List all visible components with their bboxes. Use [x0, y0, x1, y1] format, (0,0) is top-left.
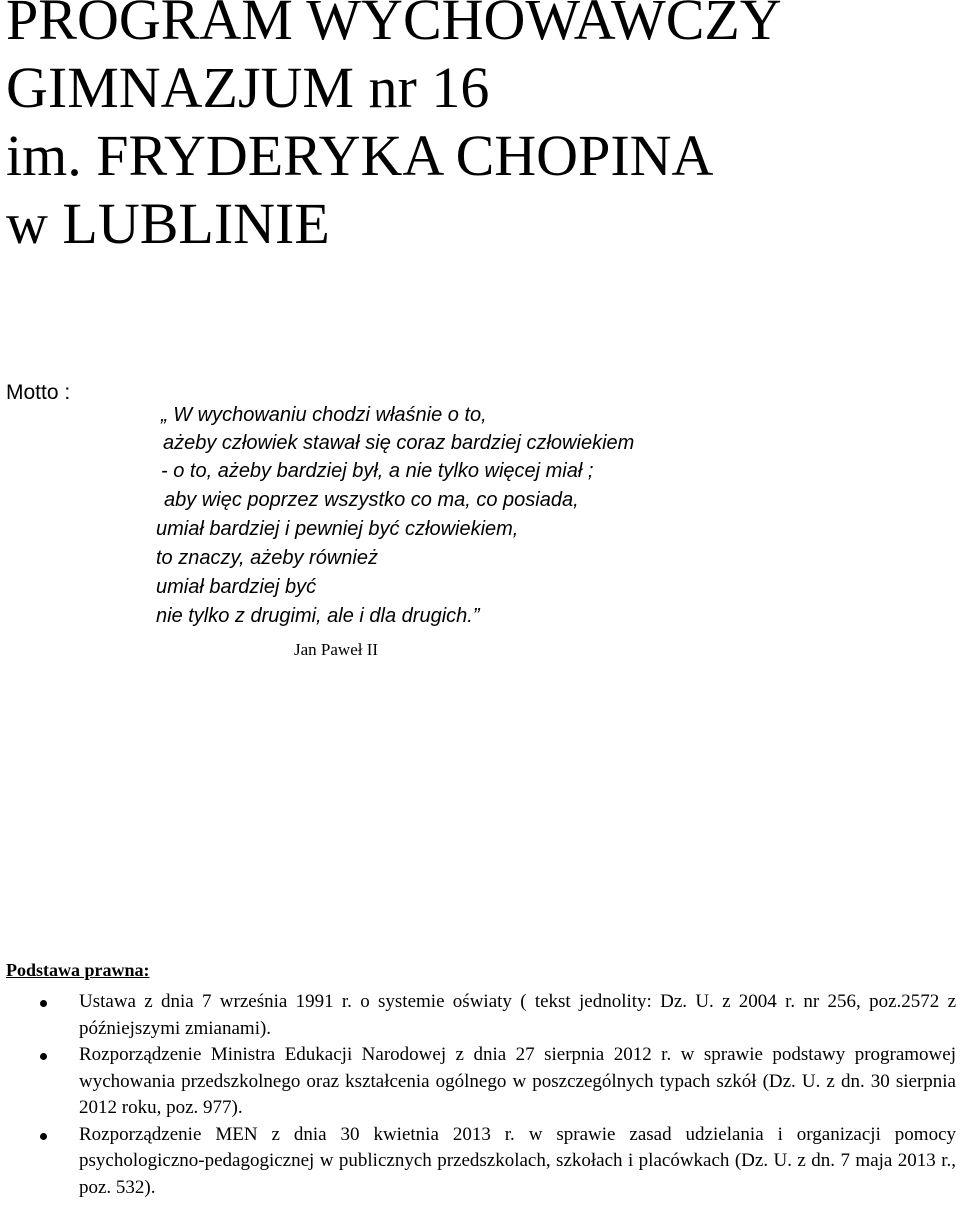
- list-item-text: Rozporządzenie MEN z dnia 30 kwietnia 2013 r. w sprawie zasad udzielania i organizacji pomocy psychologiczno-pedagogicznej w publicznych przedszkolach, szkołach i placówkach (Dz. U. z dn. 7 maja 2013 r., poz. 532).: [79, 1123, 956, 1198]
- quote-author: Jan Paweł II: [294, 640, 379, 659]
- quote-line: nie tylko z drugimi, ale i dla drugich.”: [156, 605, 480, 627]
- title-line: GIMNAZJUM nr 16: [6, 55, 490, 120]
- quote-line: to znaczy, ażeby również: [156, 547, 378, 569]
- list-item: [0, 989, 960, 1042]
- quote-line: umiał bardziej i pewniej być człowiekiem,: [156, 518, 519, 540]
- list-item-text: Rozporządzenie Ministra Edukacji Narodowej z dnia 27 sierpnia 2012 r. w sprawie podstawy programowej wychowania przedszkolnego oraz kształcenia ogólnego w poszczególnych typach szkół (Dz. U. z dn. 30 sierpnia 2012 roku, poz. 977).: [79, 1044, 956, 1118]
- legal-basis-heading: Podstawa prawna:: [6, 960, 150, 980]
- list-item-text: Ustawa z dnia 7 września 1991 r. o systemie oświaty ( tekst jednolity: Dz. U. z 2004 r. nr 256, poz.2572 z późniejszymi zmianami).: [79, 991, 956, 1039]
- bullet-icon: [40, 1133, 47, 1140]
- quote-line: aby więc poprzez wszystko co ma, co posiada,: [164, 489, 579, 511]
- motto-label: Motto :: [6, 381, 71, 404]
- document-title: [6, 0, 956, 258]
- list-item: [0, 1042, 960, 1122]
- quote-line: „ W wychowaniu chodzi właśnie o to,: [161, 404, 487, 426]
- list-item: [0, 1122, 960, 1202]
- quote-line: - o to, ażeby bardziej był, a nie tylko więcej miał ;: [161, 460, 594, 482]
- bullet-icon: [40, 1053, 47, 1060]
- title-line: w LUBLINIE: [6, 191, 330, 256]
- bullet-icon: [40, 1000, 47, 1007]
- title-line: PROGRAM WYCHOWAWCZY: [6, 0, 782, 52]
- quote-line: ażeby człowiek stawał się coraz bardziej człowiekiem: [163, 432, 635, 454]
- quote-line: umiał bardziej być: [156, 576, 317, 598]
- title-line: im. FRYDERYKA CHOPINA: [6, 123, 714, 188]
- legal-basis-list: [0, 989, 960, 1201]
